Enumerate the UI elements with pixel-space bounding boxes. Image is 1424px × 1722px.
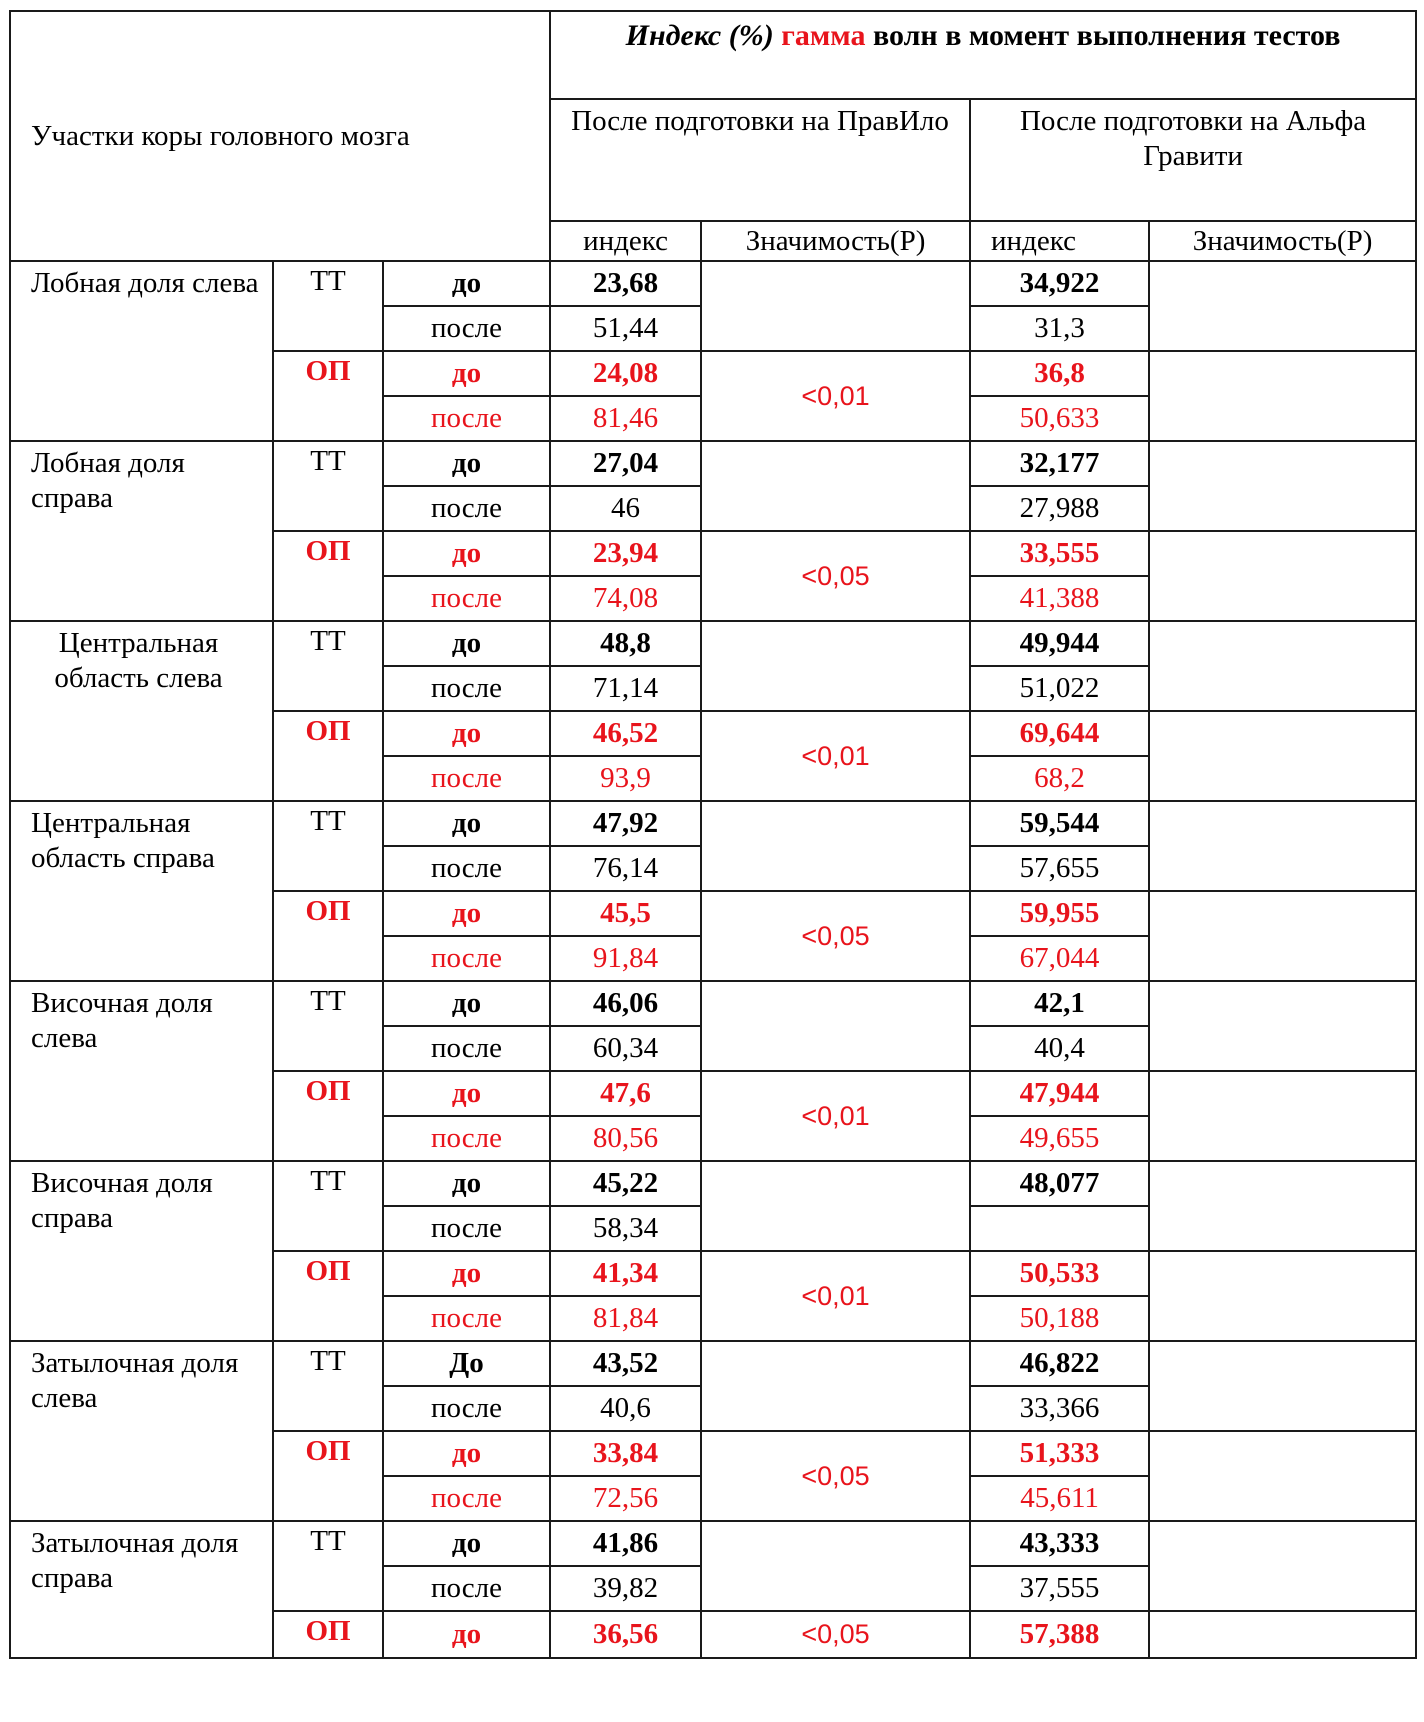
pravilo-index-value: 24,08 [550, 351, 701, 396]
alfa-index-value: 50,533 [970, 1251, 1149, 1296]
phase-label: до [383, 441, 550, 486]
pravilo-index-value: 47,6 [550, 1071, 701, 1116]
phase-label: после [383, 486, 550, 531]
alfa-significance [1149, 1251, 1416, 1341]
pravilo-index-value: 45,22 [550, 1161, 701, 1206]
pravilo-significance [701, 441, 970, 531]
pravilo-index-value: 71,14 [550, 666, 701, 711]
phase-label: до [383, 531, 550, 576]
alfa-index-value: 31,3 [970, 306, 1149, 351]
phase-label: до [383, 1521, 550, 1566]
pravilo-significance: <0,05 [701, 531, 970, 621]
pravilo-index-value: 72,56 [550, 1476, 701, 1521]
alfa-significance [1149, 1521, 1416, 1611]
alfa-index-value: 41,388 [970, 576, 1149, 621]
title-rest: волн в момент выполнения тестов [873, 19, 1341, 52]
alfa-significance [1149, 1341, 1416, 1431]
alfa-significance [1149, 711, 1416, 801]
alfa-significance [1149, 891, 1416, 981]
alfa-index-value: 51,022 [970, 666, 1149, 711]
phase-label: после [383, 576, 550, 621]
alfa-index-value: 50,188 [970, 1296, 1149, 1341]
pravilo-significance: <0,05 [701, 891, 970, 981]
group-label: ТТ [273, 441, 383, 531]
group-label: ТТ [273, 1521, 383, 1611]
region-name: Височная доля слева [10, 981, 273, 1161]
alfa-index-value: 47,944 [970, 1071, 1149, 1116]
gamma-index-table [9, 10, 1417, 1659]
pravilo-significance: <0,01 [701, 711, 970, 801]
phase-label: до [383, 261, 550, 306]
alfa-index-value: 59,955 [970, 891, 1149, 936]
pravilo-index-value: 93,9 [550, 756, 701, 801]
pravilo-index-value: 76,14 [550, 846, 701, 891]
pravilo-significance [701, 1161, 970, 1251]
group-label: ОП [273, 891, 383, 981]
pravilo-index-value: 74,08 [550, 576, 701, 621]
phase-label: До [383, 1341, 550, 1386]
pravilo-significance [701, 261, 970, 351]
pravilo-significance [701, 801, 970, 891]
pravilo-index-value: 36,56 [550, 1611, 701, 1658]
phase-label: до [383, 351, 550, 396]
group-label: ТТ [273, 981, 383, 1071]
region-name: Затылочная доля слева [10, 1341, 273, 1521]
alfa-index-value: 42,1 [970, 981, 1149, 1026]
alfa-index-value: 40,4 [970, 1026, 1149, 1071]
alfa-index-value: 50,633 [970, 396, 1149, 441]
alfa-index-value: 27,988 [970, 486, 1149, 531]
alfa-index-value: 69,644 [970, 711, 1149, 756]
alfa-index-value: 57,388 [970, 1611, 1149, 1658]
pravilo-significance: <0,05 [701, 1431, 970, 1521]
group-label: ТТ [273, 801, 383, 891]
pravilo-index-value: 81,46 [550, 396, 701, 441]
pravilo-significance [701, 1341, 970, 1431]
pravilo-significance: <0,01 [701, 1251, 970, 1341]
col-header-p-alfa: Значимость(Р) [1149, 221, 1416, 261]
phase-label: до [383, 621, 550, 666]
phase-label: после [383, 1026, 550, 1071]
phase-label: до [383, 711, 550, 756]
table-title [550, 11, 1416, 99]
phase-label: после [383, 1476, 550, 1521]
phase-label: после [383, 666, 550, 711]
phase-label: после [383, 756, 550, 801]
table-row [10, 261, 1416, 306]
region-name: Лобная доля справа [10, 441, 273, 621]
table-row [10, 1521, 1416, 1566]
alfa-significance [1149, 1611, 1416, 1658]
pravilo-index-value: 41,34 [550, 1251, 701, 1296]
pravilo-index-value: 58,34 [550, 1206, 701, 1251]
alfa-index-value: 33,555 [970, 531, 1149, 576]
group-label: ОП [273, 711, 383, 801]
phase-label: до [383, 1161, 550, 1206]
table-row [10, 1161, 1416, 1206]
alfa-index-value: 45,611 [970, 1476, 1149, 1521]
alfa-index-value: 49,944 [970, 621, 1149, 666]
pravilo-index-value: 45,5 [550, 891, 701, 936]
alfa-index-value: 59,544 [970, 801, 1149, 846]
pravilo-significance [701, 1521, 970, 1611]
group-label: ОП [273, 1611, 383, 1658]
phase-label: после [383, 1206, 550, 1251]
pravilo-significance [701, 621, 970, 711]
group-header-alfa: После подготовки на Альфа Гравити [970, 99, 1416, 221]
col-header-p-pravilo: Значимость(Р) [701, 221, 970, 261]
alfa-index-value: 68,2 [970, 756, 1149, 801]
alfa-significance [1149, 351, 1416, 441]
pravilo-index-value: 91,84 [550, 936, 701, 981]
phase-label: до [383, 891, 550, 936]
group-label: ОП [273, 531, 383, 621]
title-red: гамма [781, 19, 866, 52]
pravilo-index-value: 40,6 [550, 1386, 701, 1431]
pravilo-significance: <0,01 [701, 1071, 970, 1161]
pravilo-index-value: 51,44 [550, 306, 701, 351]
alfa-index-value: 46,822 [970, 1341, 1149, 1386]
region-name: Лобная доля слева [10, 261, 273, 441]
alfa-significance [1149, 441, 1416, 531]
pravilo-index-value: 41,86 [550, 1521, 701, 1566]
alfa-significance [1149, 261, 1416, 351]
pravilo-significance [701, 981, 970, 1071]
pravilo-index-value: 46,52 [550, 711, 701, 756]
alfa-index-value: 34,922 [970, 261, 1149, 306]
table-row [10, 801, 1416, 846]
pravilo-significance: <0,05 [701, 1611, 970, 1658]
phase-label: после [383, 1386, 550, 1431]
alfa-index-value: 32,177 [970, 441, 1149, 486]
region-column-header: Участки коры головного мозга [10, 11, 550, 261]
table-row [10, 981, 1416, 1026]
group-label: ТТ [273, 1341, 383, 1431]
table-row [10, 1341, 1416, 1386]
phase-label: до [383, 1071, 550, 1116]
alfa-index-value: 36,8 [970, 351, 1149, 396]
alfa-index-value: 49,655 [970, 1116, 1149, 1161]
table-row [10, 441, 1416, 486]
alfa-index-value: 67,044 [970, 936, 1149, 981]
group-label: ОП [273, 351, 383, 441]
pravilo-index-value: 43,52 [550, 1341, 701, 1386]
pravilo-significance: <0,01 [701, 351, 970, 441]
alfa-index-value: 48,077 [970, 1161, 1149, 1206]
pravilo-index-value: 23,94 [550, 531, 701, 576]
col-header-index-pravilo: индекс [550, 221, 701, 261]
pravilo-index-value: 23,68 [550, 261, 701, 306]
title-italic: Индекс (%) [625, 19, 774, 52]
pravilo-index-value: 47,92 [550, 801, 701, 846]
region-name: Затылочная доля справа [10, 1521, 273, 1658]
phase-label: до [383, 801, 550, 846]
pravilo-index-value: 46 [550, 486, 701, 531]
alfa-significance [1149, 1161, 1416, 1251]
phase-label: после [383, 846, 550, 891]
phase-label: после [383, 936, 550, 981]
alfa-index-value: 57,655 [970, 846, 1149, 891]
phase-label: до [383, 1611, 550, 1658]
group-header-pravilo: После подготовки на ПравИло [550, 99, 970, 221]
pravilo-index-value: 81,84 [550, 1296, 701, 1341]
alfa-index-value [970, 1206, 1149, 1251]
group-label: ТТ [273, 1161, 383, 1251]
phase-label: после [383, 1296, 550, 1341]
phase-label: до [383, 1251, 550, 1296]
alfa-significance [1149, 621, 1416, 711]
region-name: Височная доля справа [10, 1161, 273, 1341]
alfa-significance [1149, 1071, 1416, 1161]
alfa-significance [1149, 801, 1416, 891]
pravilo-index-value: 48,8 [550, 621, 701, 666]
group-label: ТТ [273, 261, 383, 351]
alfa-index-value: 33,366 [970, 1386, 1149, 1431]
phase-label: после [383, 1566, 550, 1611]
phase-label: до [383, 981, 550, 1026]
group-label: ОП [273, 1431, 383, 1521]
region-name: Центральная область справа [10, 801, 273, 981]
alfa-index-value: 51,333 [970, 1431, 1149, 1476]
group-label: ТТ [273, 621, 383, 711]
pravilo-index-value: 60,34 [550, 1026, 701, 1071]
alfa-significance [1149, 981, 1416, 1071]
phase-label: до [383, 1431, 550, 1476]
phase-label: после [383, 396, 550, 441]
table-row [10, 621, 1416, 666]
alfa-significance [1149, 531, 1416, 621]
alfa-significance [1149, 1431, 1416, 1521]
group-label: ОП [273, 1251, 383, 1341]
group-label: ОП [273, 1071, 383, 1161]
region-name: Центральная область слева [10, 621, 273, 801]
pravilo-index-value: 46,06 [550, 981, 701, 1026]
alfa-index-value: 37,555 [970, 1566, 1149, 1611]
pravilo-index-value: 33,84 [550, 1431, 701, 1476]
pravilo-index-value: 27,04 [550, 441, 701, 486]
phase-label: после [383, 306, 550, 351]
pravilo-index-value: 39,82 [550, 1566, 701, 1611]
col-header-index-alfa: индекс [970, 221, 1149, 261]
pravilo-index-value: 80,56 [550, 1116, 701, 1161]
alfa-index-value: 43,333 [970, 1521, 1149, 1566]
phase-label: после [383, 1116, 550, 1161]
